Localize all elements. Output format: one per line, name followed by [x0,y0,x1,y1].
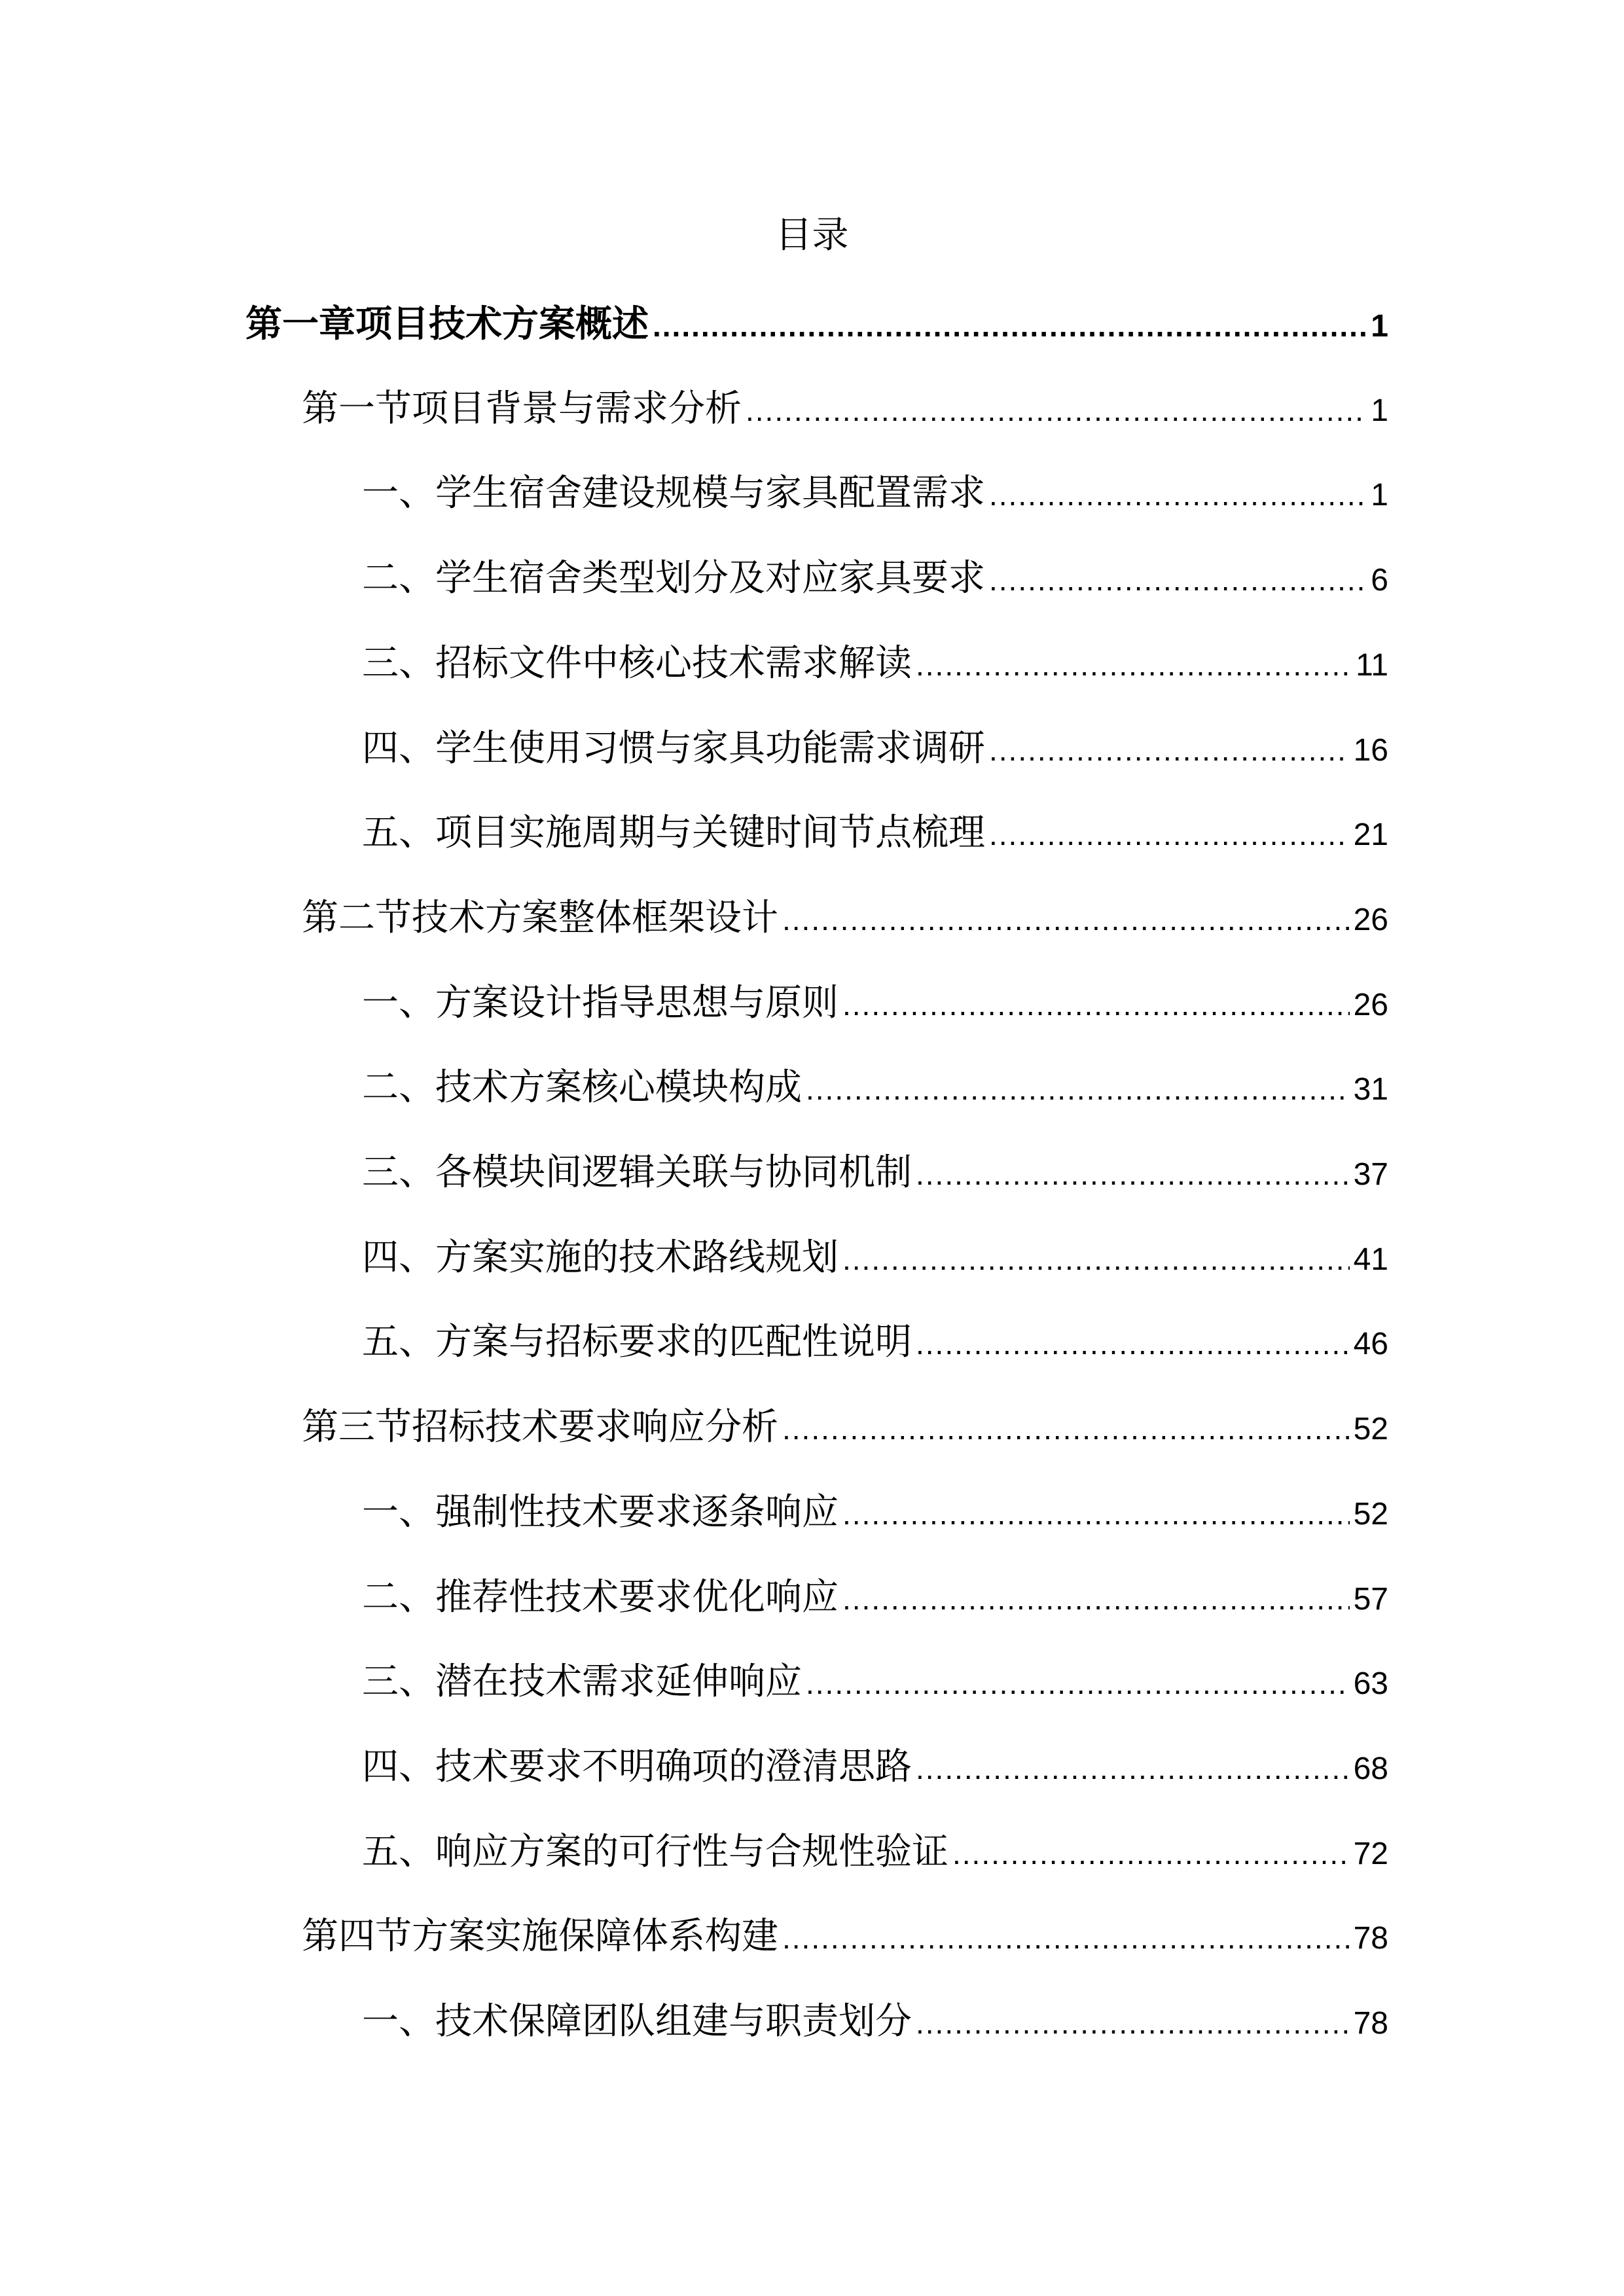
toc-entry-title: 五、项目实施周期与关键时间节点梳理 [362,812,985,855]
toc-entry-title: 五、方案与招标要求的匹配性说明 [362,1321,912,1364]
toc-entry[interactable] [362,1741,1388,1793]
toc-dot-leader [916,1318,1350,1370]
toc-entry[interactable] [362,1996,1388,2048]
toc-entry-title: 二、学生宿舍类型划分及对应家具要求 [362,557,985,600]
toc-entry-title: 二、推荐性技术要求优化响应 [362,1575,839,1619]
toc-page-number: 41 [1353,1242,1388,1277]
toc-entry[interactable] [362,1571,1388,1624]
toc-dot-leader [989,724,1350,776]
toc-entry[interactable] [302,1910,1388,1963]
toc-entry-title: 一、技术保障团队组建与职责划分 [362,2000,912,2043]
toc-entry-title: 第二节技术方案整体框架设计 [302,896,778,939]
toc-entry[interactable] [362,637,1388,690]
toc-entry-title: 一、方案设计指导思想与原则 [362,981,839,1024]
toc-page-number: 72 [1353,1836,1388,1871]
toc-entry-title: 二、技术方案核心模块构成 [362,1066,802,1109]
toc-page-number: 1 [1371,393,1388,428]
toc-entry-title: 一、学生宿舍建设规模与家具配置需求 [362,472,985,515]
toc-page-number: 1 [1371,309,1388,344]
toc-entry-title: 第四节方案实施保障体系构建 [302,1915,778,1958]
toc-entry-title: 四、方案实施的技术路线规划 [362,1236,839,1279]
toc-page-number: 46 [1353,1327,1388,1362]
toc-entry[interactable] [362,552,1388,605]
toc-page-number: 11 [1356,647,1388,683]
toc-dot-leader [989,554,1367,606]
toc-dot-leader [989,469,1367,521]
toc-entry[interactable] [362,1486,1388,1539]
toc-dot-leader [806,1657,1350,1710]
toc-entry-title: 三、潜在技术需求延伸响应 [362,1660,802,1704]
toc-dot-leader [782,893,1350,946]
toc-page-number: 78 [1353,2006,1388,2041]
toc-dot-leader [653,300,1367,352]
toc-entry[interactable] [362,1147,1388,1199]
toc-page-number: 78 [1353,1921,1388,1956]
toc-entry-title: 三、各模块间逻辑关联与协同机制 [362,1151,912,1194]
toc-entry[interactable] [362,1062,1388,1114]
toc-entry[interactable] [302,1401,1388,1454]
toc-entry[interactable] [302,892,1388,944]
toc-entry[interactable] [362,1232,1388,1284]
toc-page-number: 52 [1353,1496,1388,1532]
toc-entry[interactable] [302,383,1388,435]
toc-dot-leader [806,1063,1350,1115]
toc-dot-leader [782,1912,1350,1964]
toc-dot-leader [989,808,1350,861]
toc-entry-title: 一、强制性技术要求逐条响应 [362,1490,839,1534]
toc-dot-leader [952,1827,1350,1880]
toc-entry-title: 四、学生使用习惯与家具功能需求调研 [362,726,985,770]
toc-entry[interactable] [362,1826,1388,1878]
toc-title: 目录 [775,214,849,257]
toc-dot-leader [842,1573,1350,1625]
toc-page-number: 6 [1371,563,1388,598]
toc-entry[interactable] [245,298,1388,350]
toc-dot-leader [916,1148,1350,1200]
toc-page-number: 26 [1353,987,1388,1022]
toc-entry-title: 第一章项目技术方案概述 [245,302,649,346]
toc-dot-leader [916,639,1352,691]
toc-entry[interactable] [362,977,1388,1030]
toc-page-number: 31 [1353,1072,1388,1107]
toc-page-number: 68 [1353,1751,1388,1786]
toc-dot-leader [842,1488,1350,1540]
toc-dot-leader [916,1742,1350,1795]
toc-entry-title: 第三节招标技术要求响应分析 [302,1406,778,1449]
toc-entry[interactable] [362,1656,1388,1708]
toc-dot-leader [842,1233,1350,1285]
toc-entry-title: 第一节项目背景与需求分析 [302,387,742,430]
toc-page-number: 26 [1353,902,1388,937]
toc-page-number: 21 [1353,817,1388,853]
toc-entry[interactable] [362,807,1388,859]
toc-dot-leader [746,384,1367,437]
toc-page-number: 57 [1353,1581,1388,1617]
toc-page-number: 37 [1353,1157,1388,1192]
toc-entry-title: 四、技术要求不明确项的澄清思路 [362,1745,912,1788]
toc-entry-title: 五、响应方案的可行性与合规性验证 [362,1830,948,1873]
toc-entry-title: 三、招标文件中核心技术需求解读 [362,641,912,685]
toc-dot-leader [842,978,1350,1031]
toc-entry[interactable] [362,1316,1388,1369]
toc-page-number: 1 [1371,478,1388,513]
toc-dot-leader [782,1403,1350,1455]
toc-dot-leader [916,1997,1350,2049]
toc-page-number: 16 [1353,732,1388,768]
toc-entry[interactable] [362,467,1388,520]
toc-entry[interactable] [362,723,1388,775]
toc-page-number: 63 [1353,1666,1388,1702]
toc-page-number: 52 [1353,1412,1388,1447]
